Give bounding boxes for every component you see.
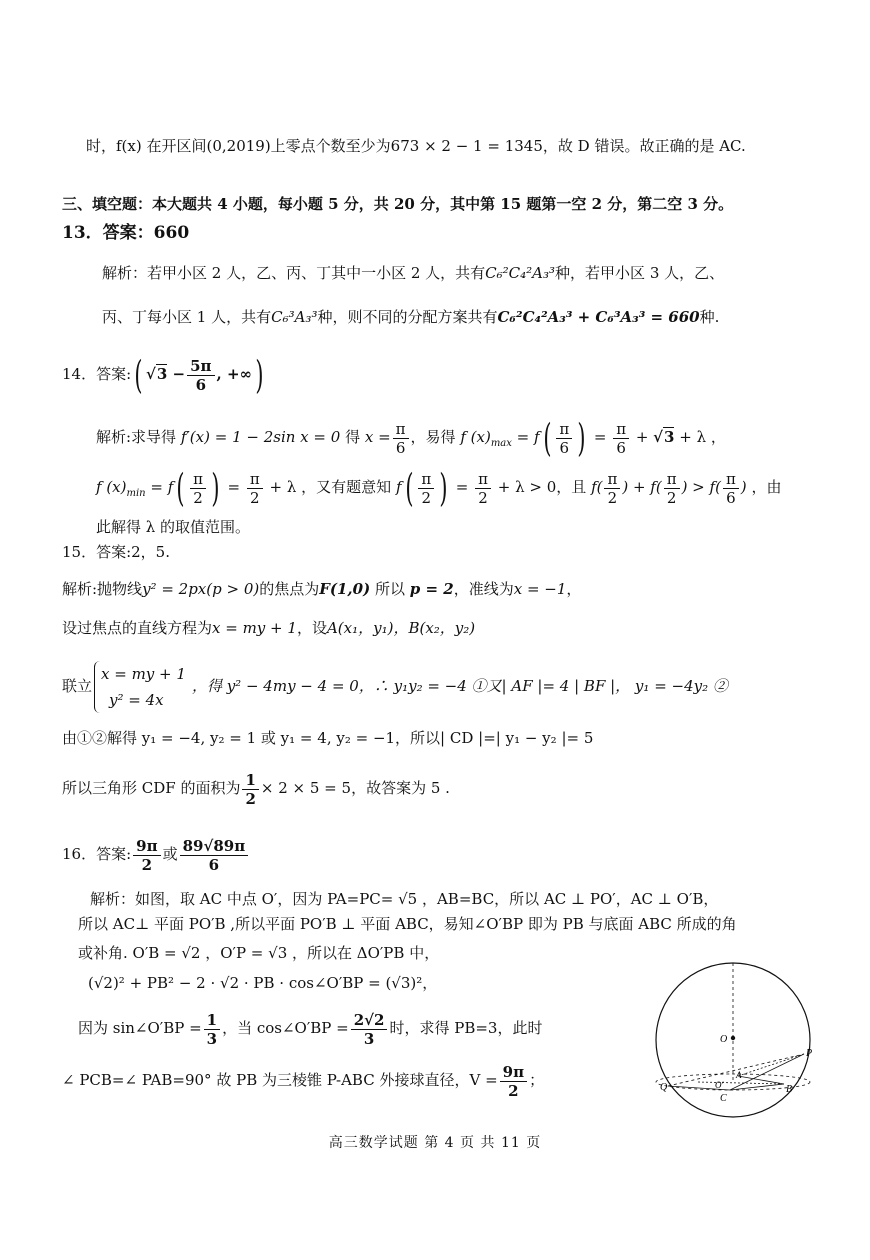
q16-or: 或 xyxy=(162,845,178,863)
label-O: O xyxy=(720,1034,728,1045)
center-point xyxy=(731,1036,735,1040)
q13-analysis-line2 xyxy=(102,306,719,328)
section-3-title: 三、填空题：本大题共 4 小题，每小题 5 分，共 20 分，其中第 15 题第一空 2 分，第二空 3 分。 xyxy=(62,195,734,213)
plane-line-3 xyxy=(730,1084,784,1090)
q16-l5: 因为 sin∠O′BP = $\frac{1}{3}$ ，当 cos∠O′BP = $\frac{2√2}{3}$ 时，求得 PB=3，此时 xyxy=(78,1010,543,1048)
label-Q: Q xyxy=(660,1082,668,1093)
q14-derivative: f′(x) = 1 − 2sin x = 0 xyxy=(180,428,341,446)
q13-answer: 13．答案：660 xyxy=(62,223,190,243)
q14-line2-tail: ，由 xyxy=(751,478,782,496)
q16-l6: ∠ PCB=∠ PAB=90° 故 PB 为三棱锥 P-ABC 外接球直径，V = $\frac{9\pi}{2}$ ； xyxy=(62,1062,545,1100)
q16-l5-mid: ，当 cos∠O′BP = xyxy=(222,1019,349,1037)
label-B: B xyxy=(786,1084,793,1095)
q16-l6-start: ∠ PCB=∠ PAB=90° 故 PB 为三棱锥 P-ABC 外接球直径，V = xyxy=(62,1071,498,1089)
q13-expr-final: C₆²C₄²A₃³ + C₆³A₃³ = 660 xyxy=(497,308,700,326)
continuation-line: 时，f(x) 在开区间(0,2019)上零点个数至少为673 × 2 − 1 = 1345，故 D 错误。故正确的是 AC. xyxy=(86,137,746,155)
page-footer: 高三数学试题 第 4 页 共 11 页 xyxy=(328,1135,542,1151)
q16-label: 16．答案: xyxy=(62,845,132,863)
q15-l3-rest: ，得 y² − 4my − 4 = 0，∴ y₁y₂ = −4 ①又| AF |= 4 | BF |， y₁ = −4y₂ ② xyxy=(191,677,728,695)
q15-l3-label: 联立 xyxy=(62,677,93,695)
q15-directrix: x = −1 xyxy=(513,580,567,598)
q16-l1: 解析：如图，取 AC 中点 O′，因为 PA=PC= √5 ，AB=BC，所以 AC ⊥ PO′，AC ⊥ O′B， xyxy=(90,890,719,908)
q13-expr-1: C₆²C₄²A₃³ xyxy=(485,264,556,282)
q14-answer-frac: $\frac{5\pi}{6}$ xyxy=(187,357,214,394)
q16-l2: 所以 AC⊥ 平面 PO′B ,所以平面 PO′B ⊥ 平面 ABC，易知∠O′BP 即为 PB 与底面 ABC 所成的角 xyxy=(78,915,737,933)
label-P: P xyxy=(806,1048,813,1059)
q15-line2 xyxy=(62,617,475,639)
plane-line-5 xyxy=(698,1082,784,1084)
q15-l5-start: 所以三角形 CDF 的面积为 xyxy=(62,779,241,797)
q16-l5-end: 时，求得 PB=3，此时 xyxy=(389,1019,543,1037)
q13-analysis-line1 xyxy=(102,262,724,284)
label-A: A xyxy=(736,1070,742,1080)
q14-mid: 得 xyxy=(345,428,361,446)
q15-l5-rest: × 2 × 5 = 5，故答案为 5 . xyxy=(260,779,450,797)
q15-system-eq1: x = my + 1 xyxy=(101,665,186,683)
q16-l3: 或补角. O′B = √2 ，O′P = √3 ，所以在 ΔO′PB 中， xyxy=(78,944,440,962)
q15-line-eq: x = my + 1 xyxy=(212,619,297,637)
q14-answer-line: 14．答案:( √3 − $\frac{5\pi}{6}$ , +∞) xyxy=(62,353,264,397)
q14-and: ，且 xyxy=(556,478,587,496)
plane-line-6 xyxy=(738,1054,804,1076)
q15-l1-start: 解析:抛物线 xyxy=(62,580,143,598)
q15-parabola: y² = 2px(p > 0) xyxy=(142,580,260,598)
q14-line2-mid: ，又有题意知 xyxy=(301,478,392,496)
q14-label: 14．答案: xyxy=(62,365,132,383)
q15-l1-mid3: ，准线为 xyxy=(453,580,514,598)
q15-line4: 由①②解得 y₁ = −4, y₂ = 1 或 y₁ = 4, y₂ = −1，所以| CD |=| y₁ − y₂ |= 5 xyxy=(62,729,594,747)
q13-analysis-1: 解析：若甲小区 2 人，乙、丙、丁其中一小区 2 人，共有 xyxy=(102,264,486,282)
q13-expr-2: C₆³A₃³ xyxy=(271,308,318,326)
q13-analysis-2-end: 种. xyxy=(699,308,720,326)
q15-l1-mid: 的焦点为 xyxy=(259,580,320,598)
q14-mid2: ，易得 xyxy=(410,428,456,446)
q15-l1-end: ， xyxy=(566,580,582,598)
q16-answer-line: 16．答案: $\frac{9\pi}{2}$ 或 $\frac{89√89\pi}{6}$ xyxy=(62,834,250,874)
q13-analysis-2-start: 丙、丁每小区 1 人，共有 xyxy=(102,308,272,326)
q13-analysis-1-end: 种，若甲小区 3 人，乙、 xyxy=(555,264,725,282)
q15-focus: F(1,0) xyxy=(319,580,371,598)
q15-p: p = 2 xyxy=(409,580,454,598)
q14-analysis-line1: 解析:求导得 f′(x) = 1 − 2sin x = 0 得 x = $\frac{\pi}{6}$ ，易得 f $(x)_{max} = f$( $\frac{\pi}{6}$ ) = $\frac{\pi}{6}$ + √3 + λ ， xyxy=(96,416,726,460)
q15-points: A(x₁，y₁)，B(x₂，y₂) xyxy=(326,619,476,637)
q15-line1 xyxy=(62,578,581,600)
q15-line3 xyxy=(62,660,728,713)
label-O-prime: O′ xyxy=(715,1080,724,1090)
q16-l4: (√2)² + PB² − 2 · √2 · PB · cos∠O′BP = (√3)²， xyxy=(88,974,438,992)
sphere-figure xyxy=(638,958,828,1118)
q13-analysis-2-mid: 种，则不同的分配方案共有 xyxy=(317,308,498,326)
q14-tail: + λ ， xyxy=(679,428,726,446)
q14-analysis-prefix: 解析:求导得 xyxy=(96,428,177,446)
label-C: C xyxy=(720,1093,727,1104)
q15-answer: 15．答案:2，5. xyxy=(62,543,170,561)
q15-l2-start: 设过焦点的直线方程为 xyxy=(62,619,213,637)
q15-l1-mid2: 所以 xyxy=(374,580,405,598)
q14-ineq: + λ > 0 xyxy=(497,478,557,496)
q14-analysis-line3: 此解得 λ 的取值范围。 xyxy=(96,518,251,536)
q16-l5-start: 因为 sin∠O′BP = xyxy=(78,1019,202,1037)
q15-system-eq2: y² = 4x xyxy=(109,691,164,709)
q14-analysis-line2: f $(x)_{min} = f$( $\frac{\pi}{2}$ ) = $\frac{\pi}{2}$ + λ ，又有题意知 f( $\frac{\pi}{2}$ ) = $\frac{\pi}{2}$ + λ > 0，且 f( $\frac{\pi}{2}$ ) + f( $\frac{\pi}{2}$ ) > f( $\frac{\pi}{6}$ ) ，由 xyxy=(96,466,782,510)
q16-l6-end: ； xyxy=(529,1071,545,1089)
q15-l2-mid: ，设 xyxy=(296,619,327,637)
q15-line5: 所以三角形 CDF 的面积为 $\frac{1}{2}$ × 2 × 5 = 5，故答案为 5 . xyxy=(62,770,450,808)
